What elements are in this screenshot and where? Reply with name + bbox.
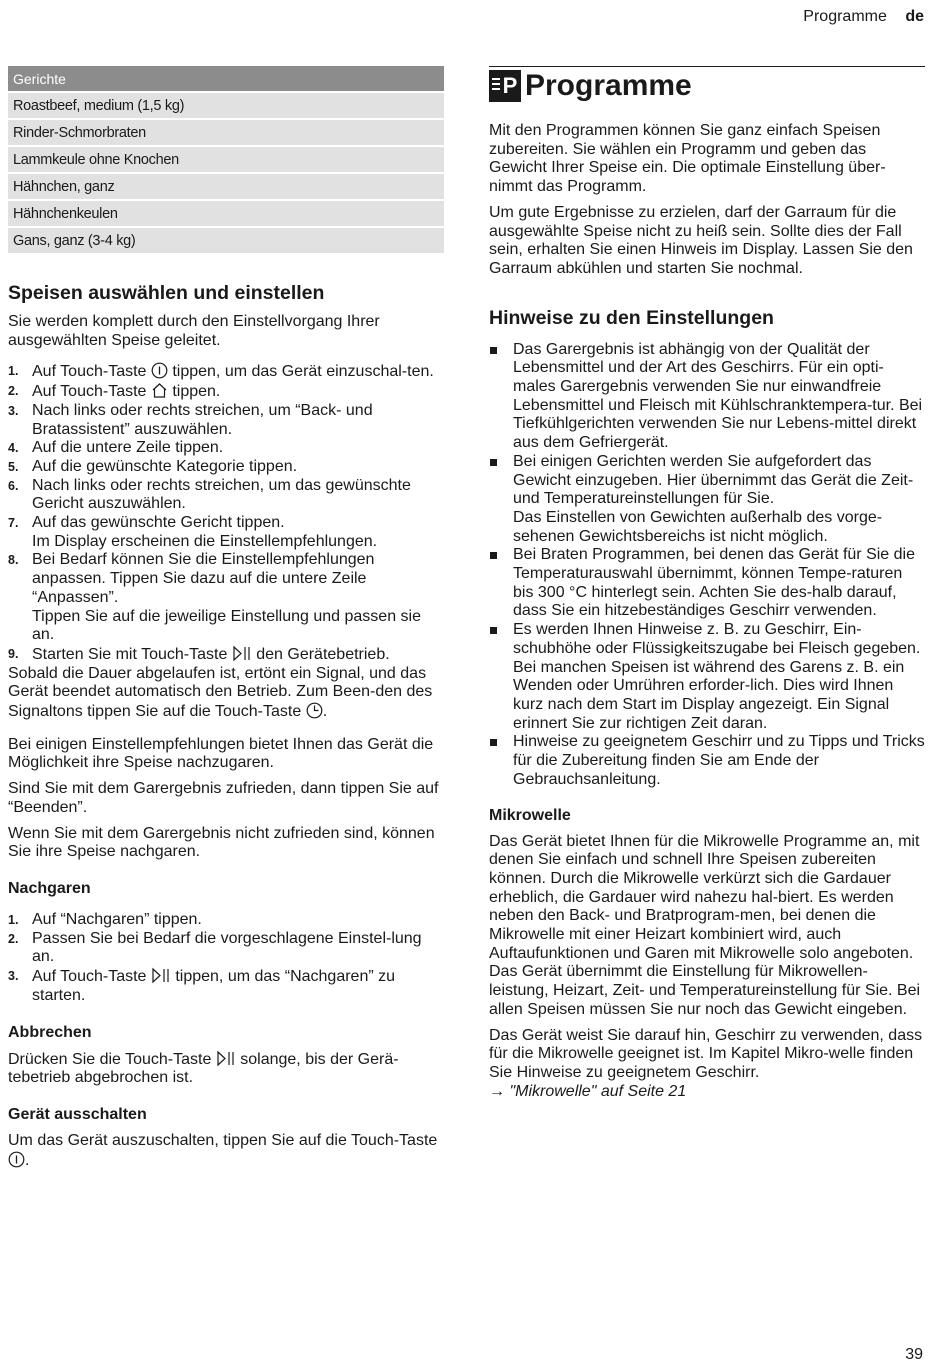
select-intro: Sie werden komplett durch den Einstellvorgang Ihrer ausgewählten Speise geleitet.	[8, 313, 380, 349]
paragraph: Das Gerät bietet Ihnen für die Mikrowelle Programme an, mit denen Sie einfach und schnell Ihre Speisen zubereiten können. Durch die Mikrowelle verkürzt sich die Gardauer erheblich, die Gardauer wird nahezu hal-biert. Es werden neben den Back- und Bratprogram-men, bei denen die Mikrowelle mit einer Heizart kombiniert wird, auch Auftaufunktionen und Garen mit Mikrowelle solo angeboten.	[489, 832, 920, 962]
table-header: Gerichte	[8, 66, 444, 92]
page-title: Programme	[525, 69, 692, 102]
table-row	[8, 173, 444, 200]
paragraph: Bei einigen Einstellempfehlungen bietet Ihnen das Gerät die Möglichkeit ihre Speise nachzugaren.	[8, 735, 434, 772]
heading-nachgaren: Nachgaren	[8, 879, 91, 897]
table-cell: Lammkeule ohne Knochen	[8, 146, 444, 173]
step-number: 5.	[8, 459, 19, 474]
arrow-icon: →	[489, 1082, 505, 1100]
ausschalten-a: Um das Gerät auszuschalten, tippen Sie auf die Touch-Taste	[8, 1131, 438, 1149]
step-text: Tippen Sie auf die jeweilige Einstellung und passen sie an.	[32, 607, 421, 644]
hinweise-list	[489, 341, 925, 790]
list-item	[8, 930, 444, 967]
step-text: Auf das gewünschte Gericht tippen.	[32, 514, 285, 532]
list-item	[8, 439, 444, 458]
step-number: 8.	[8, 553, 19, 568]
home-icon	[151, 382, 168, 399]
ausschalten-b: .	[25, 1151, 30, 1169]
step-number: 9.	[8, 646, 19, 661]
list-item	[489, 453, 925, 547]
start-pause-icon	[216, 1050, 236, 1067]
bullet	[490, 459, 497, 466]
abbrechen-a: Drücken Sie die Touch-Taste	[8, 1050, 216, 1068]
list-item	[8, 514, 444, 551]
header-lang: de	[905, 8, 924, 25]
bullet-text: Das Einstellen von Gewichten außerhalb des vorge-sehenen Gewichtsbereichs ist nicht möglich.	[513, 508, 883, 545]
list-item	[489, 733, 925, 789]
cross-reference-link[interactable]: "Mikrowelle" auf Seite 21	[509, 1082, 687, 1100]
step-number: 3.	[8, 969, 19, 984]
paragraph: Das Gerät weist Sie darauf hin, Geschirr zu verwenden, dass für die Mikrowelle geeignet ist. Im Kapitel Mikro-welle finden Sie Hinweise zu geeignetem Geschirr.	[489, 1026, 923, 1081]
table-row	[8, 200, 444, 227]
list-item	[489, 621, 925, 733]
list-item	[8, 551, 444, 645]
header-section: Programme	[803, 8, 887, 25]
step-text: Auf “Nachgaren” tippen.	[32, 910, 202, 928]
bullet-text: Das Garergebnis ist abhängig von der Qualität der Lebensmittel und der Art des Geschirrs. Für ein opti-males Garergebnis verwenden Sie nur einwandfreie Lebensmittel und Fleisch mit Kühlschranktempera-tur. Bei Tiefkühlgerichten verwenden Sie nur Lebens-mittel direkt aus dem Gefriergerät.	[513, 340, 923, 452]
step-text: Auf die gewünschte Kategorie tippen.	[32, 457, 298, 475]
heading-ausschalten: Gerät ausschalten	[8, 1105, 147, 1123]
programme-icon-letter: P	[502, 73, 518, 98]
step-text: den Gerätebetrieb.	[251, 645, 390, 663]
paragraph: Wenn Sie mit dem Garergebnis nicht zufrieden sind, können Sie ihre Speise nachgaren.	[8, 824, 435, 861]
table-row	[8, 92, 444, 119]
paragraph: Mit den Programmen können Sie ganz einfach Speisen zubereiten. Sie wählen ein Programm und geben das Gewicht Ihrer Speise ein. Die optimale Einstellung über-nimmt das Programm.	[489, 122, 886, 196]
list-item	[8, 402, 444, 439]
paragraph: Sind Sie mit dem Garergebnis zufrieden, dann tippen Sie auf “Beenden”.	[8, 780, 439, 816]
table-cell: Hähnchenkeulen	[8, 200, 444, 227]
paragraph: Um gute Ergebnisse zu erzielen, darf der Garraum für die ausgewählte Speise nicht zu heiß sein. Sollte dies der Fall sein, erhalten Sie einen Hinweis im Display. Lassen Sie den Garraum abkühlen und starten Sie nochmal.	[489, 203, 913, 277]
programme-header	[489, 66, 925, 103]
step-number: 2.	[8, 384, 19, 399]
nachgaren-steps	[8, 911, 444, 1006]
abbrechen-b: solange, bis der Gerä-tebetrieb abgebrochen ist.	[8, 1050, 399, 1087]
list-item	[8, 645, 444, 665]
timer-icon	[306, 702, 323, 719]
dishes-table	[8, 66, 444, 255]
step-text: Auf Touch-Taste	[32, 968, 151, 986]
programme-icon	[489, 70, 521, 102]
abbrechen-text	[8, 1050, 444, 1088]
list-item	[8, 477, 444, 514]
list-item	[8, 362, 444, 382]
page-number: 39	[905, 1346, 923, 1363]
power-icon	[8, 1151, 25, 1168]
table-row	[8, 146, 444, 173]
step-text: Passen Sie bei Bedarf die vorgeschlagene Einstel-lung an.	[32, 929, 422, 966]
after-steps-a: Sobald die Dauer abgelaufen ist, ertönt ein Signal, und das Gerät beendet automatisch den Betrieb. Zum Been-den des Signaltons tippen Sie auf die Touch-Taste	[8, 664, 433, 721]
list-item	[8, 382, 444, 402]
step-text: Auf die untere Zeile tippen.	[32, 439, 224, 457]
left-column	[8, 66, 444, 1170]
heading-hinweise: Hinweise zu den Einstellungen	[489, 306, 774, 329]
step-text: Auf Touch-Taste	[32, 383, 151, 401]
step-text: Auf Touch-Taste	[32, 363, 151, 381]
step-number: 6.	[8, 478, 19, 493]
list-item	[8, 911, 444, 930]
bullet	[490, 627, 497, 634]
bullet-text: Bei Braten Programmen, bei denen das Gerät für Sie die Temperaturauswahl übernimmt, können Tempe-raturen bis 300 °C hinterlegt sein. Achten Sie des-halb darauf, dass Sie ein hitzebeständiges Geschirr verwenden.	[513, 546, 915, 620]
step-number: 2.	[8, 931, 19, 946]
step-text: tippen.	[167, 383, 221, 401]
list-item	[489, 341, 925, 453]
power-icon	[151, 362, 168, 379]
bullet-text: Bei einigen Gerichten werden Sie aufgefordert das Gewicht einzugeben. Hier übernimmt das Gerät die Zeit- und Temperatureinstellungen für Sie.	[513, 452, 914, 508]
start-pause-icon	[232, 645, 252, 662]
step-text: tippen, um das “Nachgaren” zu starten.	[32, 968, 396, 1004]
right-column	[489, 66, 925, 1101]
heading-select: Speisen auswählen und einstellen	[8, 282, 325, 304]
step-number: 7.	[8, 516, 19, 531]
lines-icon	[492, 78, 502, 94]
bullet	[490, 552, 497, 559]
step-text: Bei Bedarf können Sie die Einstellempfehlungen anpassen. Tippen Sie dazu auf die untere Zeile “Anpassen”.	[32, 551, 375, 606]
table-cell: Rinder-Schmorbraten	[8, 119, 444, 146]
running-header	[803, 8, 924, 26]
table-cell: Gans, ganz (3-4 kg)	[8, 227, 444, 254]
paragraph: Das Gerät übernimmt die Einstellung für Mikrowellen-leistung, Heizart, Zeit- und Temperatureinstellung für Sie. Bei allen Speisen müssen Sie nur noch das Gewicht eingeben.	[489, 963, 921, 1018]
table-cell: Roastbeef, medium (1,5 kg)	[8, 92, 444, 119]
select-steps	[8, 362, 444, 664]
step-text: tippen, um das Gerät einzuschal-ten.	[167, 363, 434, 381]
table-row	[8, 227, 444, 254]
list-item	[489, 546, 925, 621]
heading-abbrechen: Abbrechen	[8, 1023, 92, 1041]
step-number: 1.	[8, 364, 19, 379]
bullet-text: Es werden Ihnen Hinweise z. B. zu Geschirr, Ein-schubhöhe oder Flüssigkeitszugabe bei Fleisch gegeben. Bei manchen Speisen ist während des Garens z. B. ein Wenden oder Umrühren erforder-lich. Dies wird Ihnen kurz nach dem Start im Display angezeigt. Ein Signal erinnert Sie zur richtigen Zeit daran.	[513, 621, 921, 732]
step-number: 3.	[8, 403, 19, 418]
bullet	[490, 347, 497, 354]
step-text: Nach links oder rechts streichen, um “Back- und Bratassistent” auszuwählen.	[32, 401, 373, 438]
table-cell: Hähnchen, ganz	[8, 173, 444, 200]
bullet	[490, 739, 497, 746]
list-item	[8, 458, 444, 477]
step-text: Nach links oder rechts streichen, um das gewünschte Gericht auszuwählen.	[32, 476, 411, 513]
start-pause-icon	[151, 967, 171, 984]
table-row	[8, 119, 444, 146]
ausschalten-text	[8, 1132, 444, 1170]
after-steps-text	[8, 665, 444, 722]
step-number: 4.	[8, 441, 19, 456]
bullet-text: Hinweise zu geeignetem Geschirr und zu Tipps und Tricks für die Zubereitung finden Sie am Ende der Gebrauchsanleitung.	[513, 733, 925, 788]
heading-mikrowelle: Mikrowelle	[489, 806, 571, 824]
cross-reference[interactable]	[489, 1083, 925, 1102]
step-number: 1.	[8, 912, 19, 927]
after-steps-b: .	[322, 703, 328, 721]
step-text: Im Display erscheinen die Einstellempfehlungen.	[32, 532, 378, 550]
list-item	[8, 967, 444, 1005]
step-text: Starten Sie mit Touch-Taste	[32, 645, 232, 663]
